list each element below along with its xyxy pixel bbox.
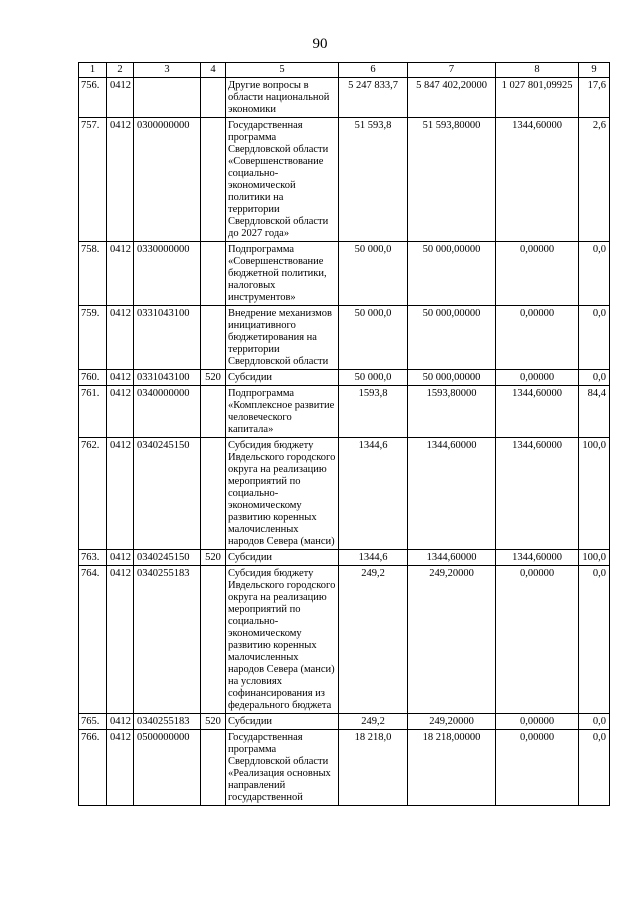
expense-type-code <box>201 242 226 306</box>
table-row <box>79 730 610 806</box>
item-name: Субсидия бюджету Ивдельского городского округа на реализацию мероприятий по социально-экономическому развитию коренных малочисленных народов Севера (манси) <box>226 438 339 550</box>
item-name: Субсидии <box>226 714 339 730</box>
row-number: 761. <box>79 386 107 438</box>
execution-percent: 0,0 <box>579 730 610 806</box>
item-name: Государственная программа Свердловской области «Совершенствование социально-экономической политики на территории Свердловской области до 2027 года» <box>226 118 339 242</box>
target-article-code: 0340245150 <box>134 438 201 550</box>
target-article-code: 0340255183 <box>134 714 201 730</box>
column-header: 4 <box>201 63 226 78</box>
target-article-code: 0500000000 <box>134 730 201 806</box>
planned-amount: 50 000,00000 <box>408 242 496 306</box>
table-row <box>79 386 610 438</box>
execution-percent: 84,4 <box>579 386 610 438</box>
column-header: 5 <box>226 63 339 78</box>
row-number: 762. <box>79 438 107 550</box>
section-code: 0412 <box>107 386 134 438</box>
expense-type-code <box>201 566 226 714</box>
executed-amount: 1344,60000 <box>496 386 579 438</box>
section-code: 0412 <box>107 714 134 730</box>
target-article-code: 0340000000 <box>134 386 201 438</box>
approved-amount: 50 000,0 <box>339 306 408 370</box>
target-article-code <box>134 78 201 118</box>
section-code: 0412 <box>107 118 134 242</box>
executed-amount: 0,00000 <box>496 370 579 386</box>
item-name: Другие вопросы в области национальной экономики <box>226 78 339 118</box>
column-header: 6 <box>339 63 408 78</box>
approved-amount: 1344,6 <box>339 438 408 550</box>
page-number: 90 <box>312 36 328 52</box>
section-code: 0412 <box>107 438 134 550</box>
item-name: Подпрограмма «Комплексное развитие человеческого капитала» <box>226 386 339 438</box>
row-number: 765. <box>79 714 107 730</box>
budget-table <box>78 62 610 806</box>
target-article-code: 0340245150 <box>134 550 201 566</box>
approved-amount: 1344,6 <box>339 550 408 566</box>
executed-amount: 0,00000 <box>496 714 579 730</box>
execution-percent: 0,0 <box>579 566 610 714</box>
item-name: Подпрограмма «Совершенствование бюджетной политики, налоговых инструментов» <box>226 242 339 306</box>
expense-type-code <box>201 730 226 806</box>
planned-amount: 1344,60000 <box>408 550 496 566</box>
target-article-code: 0300000000 <box>134 118 201 242</box>
executed-amount: 0,00000 <box>496 730 579 806</box>
column-header: 1 <box>79 63 107 78</box>
column-header: 7 <box>408 63 496 78</box>
table-row <box>79 438 610 550</box>
target-article-code: 0330000000 <box>134 242 201 306</box>
planned-amount: 5 847 402,20000 <box>408 78 496 118</box>
approved-amount: 51 593,8 <box>339 118 408 242</box>
target-article-code: 0340255183 <box>134 566 201 714</box>
table-row <box>79 78 610 118</box>
section-code: 0412 <box>107 242 134 306</box>
item-name: Государственная программа Свердловской области «Реализация основных направлений государственной <box>226 730 339 806</box>
expense-type-code: 520 <box>201 550 226 566</box>
approved-amount: 18 218,0 <box>339 730 408 806</box>
row-number: 766. <box>79 730 107 806</box>
item-name: Субсидии <box>226 550 339 566</box>
planned-amount: 249,20000 <box>408 566 496 714</box>
expense-type-code <box>201 306 226 370</box>
table-row <box>79 242 610 306</box>
approved-amount: 5 247 833,7 <box>339 78 408 118</box>
row-number: 760. <box>79 370 107 386</box>
table-header-row <box>79 63 610 78</box>
table-row <box>79 370 610 386</box>
planned-amount: 50 000,00000 <box>408 370 496 386</box>
column-header: 9 <box>579 63 610 78</box>
item-name: Субсидия бюджету Ивдельского городского округа на реализацию мероприятий по социально-экономическому развитию коренных малочисленных народов Севера (манси) на условиях софинансирования из федерального бюджета <box>226 566 339 714</box>
row-number: 757. <box>79 118 107 242</box>
table-row <box>79 714 610 730</box>
section-code: 0412 <box>107 550 134 566</box>
table-row <box>79 306 610 370</box>
planned-amount: 1593,80000 <box>408 386 496 438</box>
row-number: 763. <box>79 550 107 566</box>
execution-percent: 0,0 <box>579 370 610 386</box>
column-header: 8 <box>496 63 579 78</box>
table-row <box>79 118 610 242</box>
planned-amount: 249,20000 <box>408 714 496 730</box>
row-number: 756. <box>79 78 107 118</box>
execution-percent: 0,0 <box>579 242 610 306</box>
row-number: 764. <box>79 566 107 714</box>
expense-type-code: 520 <box>201 370 226 386</box>
column-header: 2 <box>107 63 134 78</box>
expense-type-code <box>201 78 226 118</box>
executed-amount: 0,00000 <box>496 242 579 306</box>
expense-type-code <box>201 386 226 438</box>
execution-percent: 0,0 <box>579 306 610 370</box>
table-row <box>79 566 610 714</box>
executed-amount: 1344,60000 <box>496 438 579 550</box>
expense-type-code <box>201 438 226 550</box>
section-code: 0412 <box>107 370 134 386</box>
approved-amount: 50 000,0 <box>339 370 408 386</box>
planned-amount: 18 218,00000 <box>408 730 496 806</box>
approved-amount: 249,2 <box>339 714 408 730</box>
approved-amount: 1593,8 <box>339 386 408 438</box>
item-name: Субсидии <box>226 370 339 386</box>
execution-percent: 0,0 <box>579 714 610 730</box>
table-row <box>79 550 610 566</box>
row-number: 758. <box>79 242 107 306</box>
item-name: Внедрение механизмов инициативного бюджетирования на территории Свердловской области <box>226 306 339 370</box>
executed-amount: 1344,60000 <box>496 550 579 566</box>
execution-percent: 100,0 <box>579 438 610 550</box>
executed-amount: 0,00000 <box>496 306 579 370</box>
execution-percent: 2,6 <box>579 118 610 242</box>
execution-percent: 17,6 <box>579 78 610 118</box>
expense-type-code: 520 <box>201 714 226 730</box>
executed-amount: 0,00000 <box>496 566 579 714</box>
section-code: 0412 <box>107 730 134 806</box>
planned-amount: 51 593,80000 <box>408 118 496 242</box>
planned-amount: 1344,60000 <box>408 438 496 550</box>
target-article-code: 0331043100 <box>134 370 201 386</box>
section-code: 0412 <box>107 306 134 370</box>
column-header: 3 <box>134 63 201 78</box>
section-code: 0412 <box>107 78 134 118</box>
approved-amount: 249,2 <box>339 566 408 714</box>
execution-percent: 100,0 <box>579 550 610 566</box>
expense-type-code <box>201 118 226 242</box>
section-code: 0412 <box>107 566 134 714</box>
executed-amount: 1344,60000 <box>496 118 579 242</box>
approved-amount: 50 000,0 <box>339 242 408 306</box>
executed-amount: 1 027 801,09925 <box>496 78 579 118</box>
planned-amount: 50 000,00000 <box>408 306 496 370</box>
row-number: 759. <box>79 306 107 370</box>
target-article-code: 0331043100 <box>134 306 201 370</box>
